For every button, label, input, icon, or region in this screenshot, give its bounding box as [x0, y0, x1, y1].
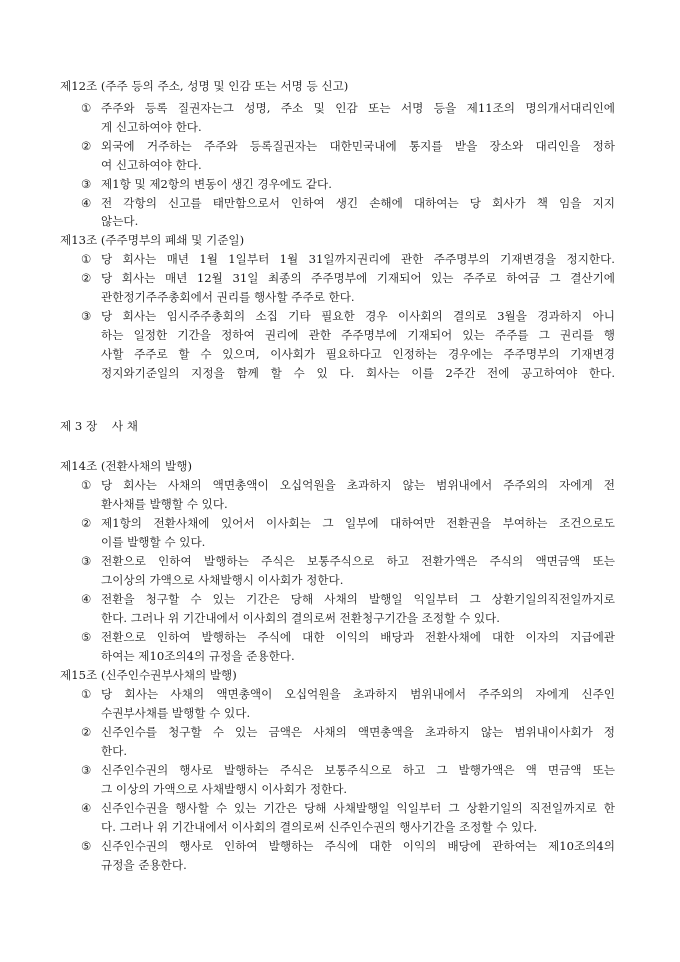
article-15-item-5-line: 신주인수권의 행사로 인하여 발행하는 주식에 대한 이익의 배당에 관하여는 제10조의4의: [101, 839, 615, 853]
article-12-item-3-number: ③: [81, 177, 92, 191]
article-14-item-2-number: ②: [81, 516, 92, 530]
article-13-item-3-number: ③: [81, 309, 92, 323]
article-12-item-2-line: 여 신고하여야 한다.: [101, 158, 202, 172]
article-12-item-4-line: 않는다.: [101, 214, 139, 228]
article-15-heading: 제15조 (신주인수권부사채의 발행): [60, 668, 237, 682]
article-14-item-4-number: ④: [81, 592, 92, 606]
article-15-item-3-line: 그 이상의 가액으로 사채발행시 이사회가 정한다.: [101, 782, 348, 796]
article-12-heading: 제12조 (주주 등의 주소, 성명 및 인감 또는 서명 등 신고): [60, 79, 349, 93]
article-13-item-2-line: 당 회사는 매년 12월 31일 최종의 주주명부에 기재되어 있는 주주로 하여금 그 결산기에: [101, 271, 615, 285]
article-14-item-4-line: 한다. 그러나 위 기간내에서 이사회의 결의로써 전환청구기간을 조정할 수 있다.: [101, 611, 500, 625]
article-14-item-1-line: 당 회사는 사채의 액면총액이 오십억원을 초과하지 않는 범위내에서 주주외의 자에게 전: [101, 478, 615, 492]
article-14-item-1-number: ①: [81, 478, 92, 492]
article-15-item-5-number: ⑤: [81, 839, 92, 853]
article-13-item-3-line: 사할 주주로 할 수 있으며, 이사회가 필요하다고 인정하는 경우에는 주주명부의 기재변경: [101, 347, 615, 361]
article-14-item-3-line: 전환으로 인하여 발행하는 주식은 보통주식으로 하고 전환가액은 주식의 액면금액 또는: [101, 554, 615, 568]
article-12-item-2-number: ②: [81, 139, 92, 153]
article-15-item-2-line: 한다.: [101, 744, 128, 758]
article-12-item-1-line: 게 신고하여야 한다.: [101, 120, 202, 134]
article-14-item-5-number: ⑤: [81, 630, 92, 644]
article-12-item-3-line: 제1항 및 제2항의 변동이 생긴 경우에도 같다.: [101, 177, 332, 191]
article-15-item-1-line: 당 회사는 사채의 액면총액이 오십억원을 초과하지 범위내에서 주주외의 자에게 신주인: [101, 687, 615, 701]
article-12-item-4-number: ④: [81, 196, 92, 210]
article-15-item-1-number: ①: [81, 687, 92, 701]
article-12-item-2-line: 외국에 거주하는 주주와 등록질권자는 대한민국내에 통지를 받을 장소와 대리인을 정하: [101, 139, 615, 153]
article-14-item-3-number: ③: [81, 554, 92, 568]
article-13-item-2-number: ②: [81, 271, 92, 285]
article-14-item-1-line: 환사채를 발행할 수 있다.: [101, 497, 228, 511]
article-15-item-1-line: 수권부사채를 발행할 수 있다.: [101, 706, 251, 720]
article-12-item-4-line: 전 각항의 신고를 태만함으로서 인하여 생긴 손해에 대하여는 당 회사가 책 임을 지지: [101, 196, 615, 210]
article-14-item-5-line: 전환으로 인하여 발행하는 주식에 대한 이익의 배당과 전환사채에 대한 이자의 지급에관: [101, 630, 615, 644]
article-13-item-1-line: 당 회사는 매년 1월 1일부터 1월 31일까지권리에 관한 주주명부의 기재변경을 정지한다.: [101, 252, 615, 266]
article-13-heading: 제13조 (주주명부의 폐쇄 및 기준일): [60, 233, 245, 247]
chapter-3-heading: 제 3 장 사 채: [60, 419, 138, 433]
article-15-item-2-line: 신주인수를 청구할 수 있는 금액은 사채의 액면총액을 초과하지 않는 범위내이사회가 정: [101, 725, 615, 739]
article-14-item-3-line: 그이상의 가액으로 사채발행시 이사회가 정한다.: [101, 573, 344, 587]
article-12-item-1-number: ①: [81, 101, 92, 115]
article-13-item-3-line: 하는 일정한 기간을 정하여 권리에 관한 주주명부에 기재되어 있는 주주를 그 권리를 행: [101, 328, 615, 342]
article-14-item-4-line: 전환을 청구할 수 있는 기간은 당해 사채의 발행일 익일부터 그 상환기일의직전일까지로: [101, 592, 615, 606]
article-14-item-2-line: 이를 발행할 수 있다.: [101, 535, 206, 549]
article-12-item-1-line: 주주와 등록 질권자는그 성명, 주소 및 인감 또는 서명 등을 제11조의 명의개서대리인에: [101, 101, 615, 115]
article-15-item-3-line: 신주인수권의 행사로 발행하는 주식은 보통주식으로 하고 그 발행가액은 액 면금액 또는: [101, 763, 615, 777]
article-13-item-3-line: 당 회사는 임시주주총회의 소집 기타 필요한 경우 이사회의 결의로 3월을 경과하지 아니: [101, 309, 615, 323]
article-15-item-4-number: ④: [81, 801, 92, 815]
article-13-item-1-number: ①: [81, 252, 92, 266]
article-15-item-4-line: 신주인수권을 행사할 수 있는 기간은 당해 사채발행일 익일부터 그 상환기일의 직전일까지로 한: [101, 801, 615, 815]
article-15-item-3-number: ③: [81, 763, 92, 777]
article-13-item-2-line: 관한정기주주총회에서 권리를 행사할 주주로 한다.: [101, 290, 355, 304]
article-14-heading: 제14조 (전환사채의 발행): [60, 459, 192, 473]
article-15-item-5-line: 규정을 준용한다.: [101, 858, 187, 872]
article-14-item-5-line: 하여는 제10조의4의 규정을 준용한다.: [101, 649, 295, 663]
article-14-item-2-line: 제1항의 전환사채에 있어서 이사회는 그 일부에 대하여만 전환권을 부여하는 조건으로도: [101, 516, 615, 530]
article-15-item-2-number: ②: [81, 725, 92, 739]
article-13-item-3-line: 정지와기준일의 지정을 함께 할 수 있 다. 회사는 이를 2주간 전에 공고하여야 한다.: [101, 366, 615, 380]
article-15-item-4-line: 다. 그러나 위 기간내에서 이사회의 결의로써 신주인수권의 행사기간을 조정할 수 있다.: [101, 820, 538, 834]
